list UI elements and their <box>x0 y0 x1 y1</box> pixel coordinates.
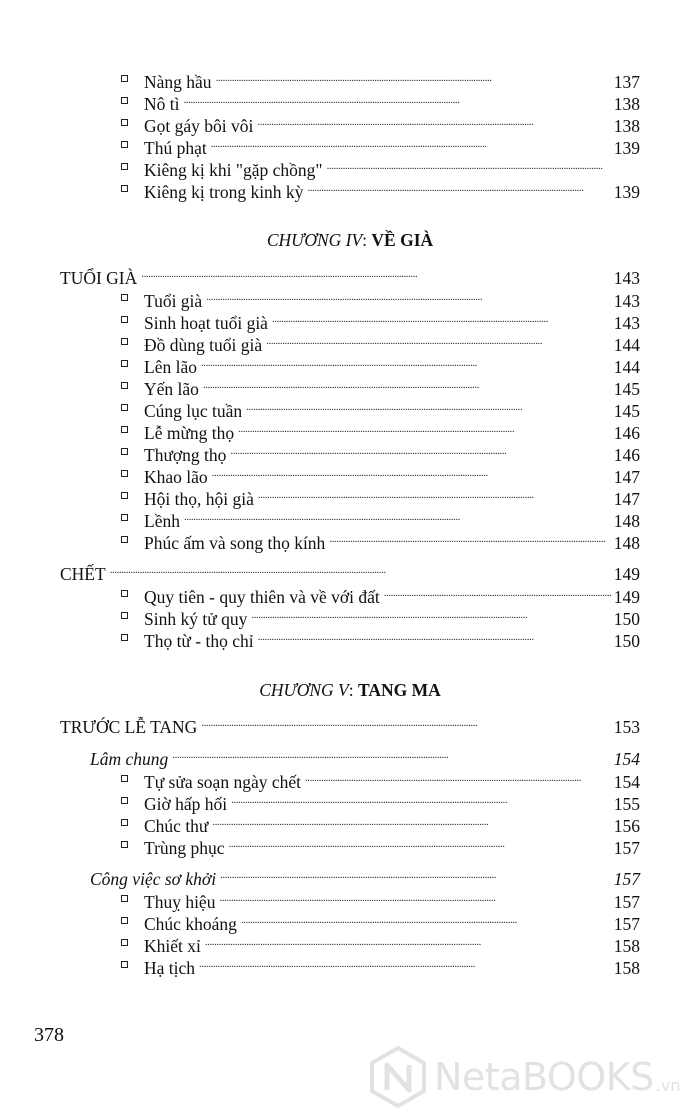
bullet-square-icon <box>117 439 131 461</box>
dot-leader <box>230 439 610 461</box>
toc-item <box>144 625 640 651</box>
toc-item <box>144 810 640 836</box>
toc-item <box>144 505 640 531</box>
toc-item <box>144 461 640 487</box>
chapter-label: CHƯƠNG V <box>259 680 349 700</box>
dot-leader <box>201 351 611 373</box>
dot-leader <box>212 810 610 832</box>
toc-entry-label: Tự sửa soạn ngày chết <box>144 772 301 792</box>
toc-entry-page: 148 <box>613 511 640 531</box>
toc-item <box>144 307 640 333</box>
dot-leader <box>184 88 611 110</box>
bullet-square-icon <box>117 483 131 505</box>
toc-entry-label: Kiêng kị trong kinh kỳ <box>144 182 304 202</box>
toc-item <box>144 788 640 814</box>
dot-leader <box>307 176 610 198</box>
toc-subsection <box>90 743 640 769</box>
toc-section <box>60 558 640 584</box>
toc-entry-label: Lên lão <box>144 357 197 377</box>
toc-item <box>144 832 640 858</box>
toc-item <box>144 88 640 114</box>
dot-leader <box>266 329 611 351</box>
dot-leader <box>211 132 611 154</box>
toc-entry-page: 156 <box>613 816 640 836</box>
bullet-square-icon <box>117 66 131 88</box>
bullet-square-icon <box>117 603 131 625</box>
toc-entry-label: Lềnh <box>144 511 180 531</box>
dot-leader <box>212 461 611 483</box>
bullet-square-icon <box>117 395 131 417</box>
toc-item <box>144 66 640 92</box>
dot-leader <box>258 625 611 647</box>
toc-item <box>144 439 640 465</box>
toc-item <box>144 766 640 792</box>
toc-entry-label: Quy tiên - quy thiên và về với đất <box>144 587 380 607</box>
toc-entry-page: 139 <box>613 138 640 158</box>
bullet-square-icon <box>117 285 131 307</box>
toc-entry-page: 146 <box>613 445 640 465</box>
toc-item <box>144 886 640 912</box>
page-number: 378 <box>34 1024 64 1046</box>
toc-item <box>144 351 640 377</box>
toc-item <box>144 603 640 629</box>
toc-entry-page: 143 <box>613 291 640 311</box>
toc-entry-page: 149 <box>613 564 640 584</box>
chapter-label: CHƯƠNG IV <box>266 230 363 250</box>
toc-item <box>144 285 640 311</box>
toc-entry-label: Khiết xỉ <box>144 936 201 956</box>
dot-leader <box>241 908 611 930</box>
dot-leader <box>229 832 611 854</box>
dot-leader <box>305 766 611 788</box>
bullet-square-icon <box>117 110 131 132</box>
toc-entry-label: Chúc khoáng <box>144 914 237 934</box>
toc-entry-label: Thọ từ - thọ chỉ <box>144 631 254 651</box>
toc-entry-page: 157 <box>613 869 640 889</box>
chapter-separator: : <box>348 680 358 700</box>
dot-leader <box>272 307 611 329</box>
toc-item <box>144 395 640 421</box>
toc-section <box>60 711 640 737</box>
toc-entry-page: 157 <box>613 892 640 912</box>
toc-entry-label: TRƯỚC LỄ TANG <box>60 717 198 737</box>
dot-leader <box>172 743 610 765</box>
toc-entry-label: Giờ hấp hối <box>144 794 228 814</box>
chapter-title: TANG MA <box>357 680 441 700</box>
toc-entry-label: Thượng thọ <box>144 445 227 465</box>
toc-entry-label: CHẾT <box>60 564 106 584</box>
toc-item <box>144 132 640 158</box>
bullet-square-icon <box>117 788 131 810</box>
toc-entry-page: 150 <box>613 631 640 651</box>
toc-entry-label: Yến lão <box>144 379 199 399</box>
chapter-heading <box>0 678 700 702</box>
toc-item <box>144 952 640 978</box>
bullet-square-icon <box>117 88 131 110</box>
bullet-square-icon <box>117 810 131 832</box>
bullet-square-icon <box>117 505 131 527</box>
toc-entry-page: 144 <box>613 335 640 355</box>
toc-entry-page: 143 <box>613 268 640 288</box>
watermark <box>368 1044 693 1110</box>
chapter-title: VỀ GIÀ <box>371 230 434 250</box>
toc-entry-label: Kiêng kị khi "gặp chồng" <box>144 160 323 180</box>
dot-leader <box>201 711 610 733</box>
toc-entry-page: 155 <box>613 794 640 814</box>
dot-leader <box>110 558 611 580</box>
toc-entry-label: Nô tì <box>144 94 180 114</box>
toc-entry-page: 154 <box>613 749 640 769</box>
bullet-square-icon <box>117 930 131 952</box>
dot-leader <box>258 483 611 505</box>
dot-leader <box>219 886 610 908</box>
dot-leader <box>238 417 611 439</box>
toc-entry-label: Cúng lục tuần <box>144 401 243 421</box>
toc-entry-page: 146 <box>613 423 640 443</box>
bullet-square-icon <box>117 329 131 351</box>
toc-entry-page: 150 <box>613 609 640 629</box>
toc-entry-page: 145 <box>613 379 640 399</box>
bullet-square-icon <box>117 132 131 154</box>
bullet-square-icon <box>117 625 131 647</box>
toc-entry-page: 145 <box>613 401 640 421</box>
toc-entry-page: 153 <box>613 717 640 737</box>
toc-entry-label: Đồ dùng tuổi già <box>144 335 263 355</box>
toc-entry-page: 158 <box>613 958 640 978</box>
toc-entry-label: Phúc ấm và song thọ kính <box>144 533 326 553</box>
toc-entry-page: 154 <box>613 772 640 792</box>
toc-entry-label: Lâm chung <box>90 749 169 769</box>
chapter-separator: : <box>362 230 372 250</box>
toc-entry-label: Chúc thư <box>144 816 209 836</box>
toc-item <box>144 930 640 956</box>
bullet-square-icon <box>117 154 131 176</box>
toc-item <box>144 417 640 443</box>
dot-leader <box>220 863 611 885</box>
chapter-heading <box>0 228 700 252</box>
bullet-square-icon <box>117 417 131 439</box>
toc-entry-page: 144 <box>613 357 640 377</box>
watermark-suffix: .vn <box>655 1075 681 1095</box>
toc-entry-page: 143 <box>613 313 640 333</box>
dot-leader <box>205 930 611 952</box>
toc-section <box>60 262 640 288</box>
dot-leader <box>231 788 611 810</box>
toc-item <box>144 373 640 399</box>
toc-entry-page: 147 <box>613 489 640 509</box>
toc-entry-label: Công việc sơ khởi <box>90 869 217 889</box>
bullet-square-icon <box>117 461 131 483</box>
toc-entry-page: 157 <box>613 838 640 858</box>
dot-leader <box>184 505 611 527</box>
toc-entry-label: Tuổi già <box>144 291 203 311</box>
toc-entry-page: 149 <box>613 587 640 607</box>
toc-entry-page: 148 <box>613 533 640 553</box>
toc-entry-page: 139 <box>613 182 640 202</box>
toc-entry-page: 158 <box>613 936 640 956</box>
toc-item <box>144 329 640 355</box>
toc-item <box>144 581 640 607</box>
bullet-square-icon <box>117 581 131 603</box>
toc-entry-label: Sinh ký tử quy <box>144 609 248 629</box>
dot-leader <box>203 373 611 395</box>
toc-entry-label: Lễ mừng thọ <box>144 423 235 443</box>
dot-leader <box>327 154 657 176</box>
netabooks-logo-icon <box>368 1046 428 1108</box>
toc-entry-label: Khao lão <box>144 467 208 487</box>
dot-leader <box>257 110 610 132</box>
dot-leader <box>216 66 611 88</box>
toc-item <box>144 154 640 180</box>
bullet-square-icon <box>117 307 131 329</box>
toc-entry-label: Hạ tịch <box>144 958 196 978</box>
toc-item <box>144 176 640 202</box>
toc-entry-page: 157 <box>613 914 640 934</box>
toc-entry-label: Thú phạt <box>144 138 207 158</box>
bullet-square-icon <box>117 373 131 395</box>
dot-leader <box>251 603 610 625</box>
toc-item <box>144 908 640 934</box>
toc-entry-label: Gọt gáy bôi vôi <box>144 116 254 136</box>
bullet-square-icon <box>117 832 131 854</box>
toc-item <box>144 110 640 136</box>
toc-entry-page: 137 <box>613 72 640 92</box>
toc-entry-label: Thuỵ hiệu <box>144 892 216 912</box>
bullet-square-icon <box>117 527 131 549</box>
bullet-square-icon <box>117 908 131 930</box>
dot-leader <box>246 395 611 417</box>
bullet-square-icon <box>117 886 131 908</box>
dot-leader <box>199 952 611 974</box>
watermark-brand: NetaBOOKS <box>434 1055 654 1099</box>
toc-entry-page: 138 <box>613 116 640 136</box>
dot-leader <box>329 527 610 549</box>
bullet-square-icon <box>117 766 131 788</box>
bullet-square-icon <box>117 351 131 373</box>
bullet-square-icon <box>117 952 131 974</box>
toc-entry-label: Hội thọ, hội già <box>144 489 254 509</box>
toc-entry-page: 147 <box>613 467 640 487</box>
toc-entry-label: Sinh hoạt tuổi già <box>144 313 268 333</box>
toc-subsection <box>90 863 640 889</box>
toc-entry-label: Trùng phục <box>144 838 225 858</box>
toc-item <box>144 527 640 553</box>
toc-item <box>144 483 640 509</box>
toc-entry-page: 138 <box>613 94 640 114</box>
bullet-square-icon <box>117 176 131 198</box>
toc-entry-label: Nàng hầu <box>144 72 212 92</box>
dot-leader <box>141 262 610 284</box>
toc-entry-label: TUỔI GIÀ <box>60 268 138 288</box>
dot-leader <box>384 581 611 603</box>
dot-leader <box>206 285 611 307</box>
